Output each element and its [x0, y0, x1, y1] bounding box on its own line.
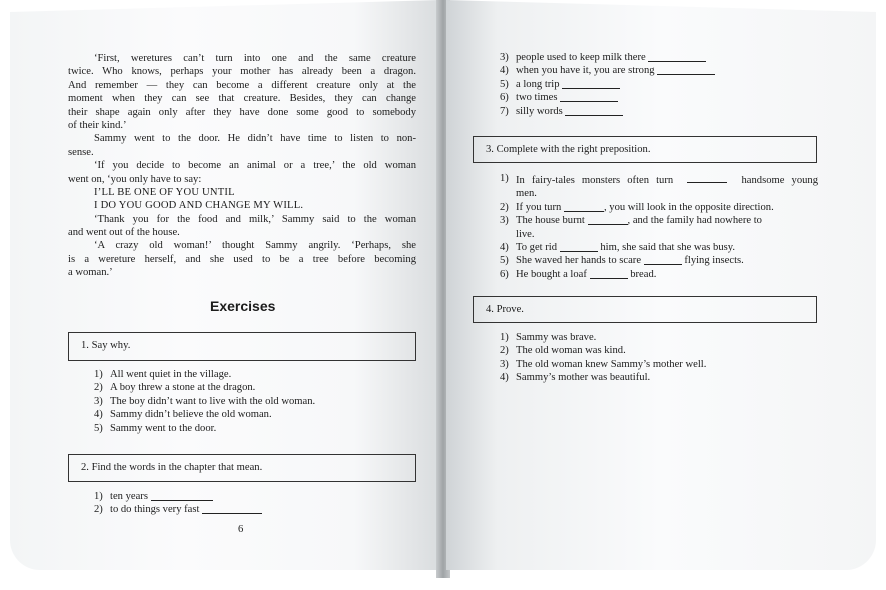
answer-blank[interactable]: [657, 64, 715, 75]
item-text: Sammy didn’t believe the old woman.: [110, 409, 272, 421]
item-number: 3): [500, 215, 509, 227]
list-item: [500, 241, 818, 254]
item-number: 7): [500, 105, 509, 117]
list-item: [500, 201, 818, 214]
list-item: [500, 371, 706, 384]
story-line: is a wereture herself, and she used to be a tree before becoming: [68, 253, 416, 265]
item-number: 5): [500, 255, 509, 267]
item-number: 4): [94, 409, 103, 421]
exercise-1-title: 1. Say why.: [81, 340, 131, 351]
list-item-continuation: [500, 228, 818, 241]
answer-blank[interactable]: [560, 91, 618, 102]
item-text: men.: [516, 188, 537, 200]
item-number: 6): [500, 92, 509, 104]
list-item: [500, 268, 818, 281]
item-text: The old woman knew Sammy’s mother well.: [516, 358, 707, 370]
exercises-heading: Exercises: [210, 298, 276, 314]
story-line: ‘First, weretures can’t turn into one and the same creature: [94, 53, 416, 64]
item-text: All went quiet in the village.: [110, 369, 232, 380]
story-text: [68, 52, 416, 280]
item-number: 3): [500, 358, 509, 370]
item-number: 4): [500, 65, 509, 77]
list-item: [500, 331, 706, 344]
list-item: [500, 91, 715, 104]
item-text: , and the family had nowhere to: [627, 215, 762, 227]
list-item: [94, 408, 315, 421]
story-line: I DO YOU GOOD AND CHANGE MY WILL.: [94, 200, 304, 212]
item-text: Sammy’s mother was beautiful.: [516, 372, 651, 384]
answer-blank[interactable]: [590, 268, 628, 279]
list-item: [94, 381, 315, 394]
list-item: [94, 422, 315, 435]
item-number: 4): [500, 242, 509, 254]
item-text: people used to keep milk there: [516, 52, 646, 63]
item-text: flying insects.: [684, 255, 744, 267]
exercise-3-box: [473, 136, 817, 163]
item-number: 1): [94, 369, 103, 380]
story-line: and went out of the house.: [68, 227, 180, 239]
exercise-4-title: 4. Prove.: [486, 304, 524, 315]
item-text: , you will look in the opposite direction.: [603, 201, 774, 213]
item-text: In fairy-tales monsters often turn: [516, 175, 674, 186]
list-item: [94, 395, 315, 408]
list-item: [500, 214, 818, 227]
list-item: [94, 368, 315, 381]
item-text: a long trip: [516, 78, 560, 90]
list-item: [500, 64, 715, 77]
item-text: live.: [516, 228, 535, 240]
item-text: two times: [516, 92, 558, 104]
item-number: 4): [500, 372, 509, 384]
answer-blank[interactable]: [562, 78, 620, 89]
story-line: I’LL BE ONE OF YOU UNTIL: [94, 186, 235, 198]
item-text: The old woman was kind.: [516, 345, 626, 357]
exercise-2-continued-list: [500, 51, 715, 118]
item-text: Sammy went to the door.: [110, 422, 217, 434]
story-line: their shape again only after they have done some good to somebody: [68, 106, 416, 118]
item-text: To get rid: [516, 242, 558, 254]
story-line: went on, ‘you only have to say:: [68, 173, 202, 185]
item-text: silly words: [516, 105, 563, 117]
item-text: She waved her hands to scare: [516, 255, 642, 267]
story-line: Sammy went to the door. He didn’t have time to listen to non-: [94, 133, 416, 145]
answer-blank[interactable]: [588, 214, 628, 225]
item-number: 6): [500, 268, 509, 280]
list-item: [500, 358, 706, 371]
story-line: And remember — they can become a different creature only at the: [68, 79, 416, 91]
item-line: [516, 172, 818, 187]
story-line: a woman.’: [68, 267, 113, 279]
item-number: 2): [500, 345, 509, 357]
exercise-3-list: [500, 172, 818, 281]
list-item: [500, 254, 818, 267]
list-item: [500, 172, 818, 187]
answer-blank[interactable]: [565, 105, 623, 116]
item-text: He bought a loaf: [516, 268, 587, 280]
item-text: The boy didn’t want to live with the old woman.: [110, 395, 316, 407]
list-item: [94, 503, 262, 516]
list-item: [500, 78, 715, 91]
story-line: ‘A crazy old woman!’ thought Sammy angrily. ‘Perhaps, she: [94, 240, 416, 252]
exercise-2-list: [94, 490, 262, 517]
list-item: [94, 490, 262, 503]
item-text: If you turn: [516, 201, 562, 213]
answer-blank[interactable]: [564, 201, 604, 212]
item-text: to do things very fast: [110, 504, 200, 516]
item-number: 3): [94, 395, 103, 407]
answer-blank[interactable]: [687, 172, 727, 183]
item-number: 1): [500, 332, 509, 343]
story-line: twice. Who knows, perhaps your mother has already been a dragon.: [68, 66, 416, 78]
answer-blank[interactable]: [202, 503, 262, 514]
exercise-3-title: 3. Complete with the right preposition.: [486, 144, 651, 155]
exercise-1-box: [68, 332, 416, 361]
list-item-continuation: [500, 187, 818, 200]
exercise-4-box: [473, 296, 817, 323]
item-number: 1): [94, 491, 103, 502]
item-text: The house burnt: [516, 215, 585, 227]
answer-blank[interactable]: [648, 51, 706, 62]
exercise-2-box: [68, 454, 416, 482]
item-text: Sammy was brave.: [516, 332, 597, 343]
answer-blank[interactable]: [560, 241, 598, 252]
item-number: 5): [94, 422, 103, 434]
item-text: when you have it, you are strong: [516, 65, 655, 77]
list-item: [500, 105, 715, 118]
exercise-1-list: [94, 368, 315, 435]
item-text: handsome young: [741, 175, 819, 186]
item-text: ten years: [110, 491, 148, 502]
item-text: bread.: [630, 268, 657, 280]
exercise-2-title: 2. Find the words in the chapter that mean.: [81, 462, 263, 473]
item-text: A boy threw a stone at the dragon.: [110, 382, 256, 394]
story-line: of their kind.’: [68, 119, 127, 131]
item-number: 1): [500, 173, 509, 184]
item-number: 5): [500, 78, 509, 90]
item-number: 3): [500, 52, 509, 63]
story-line: ‘If you decide to become an animal or a tree,’ the old woman: [94, 160, 416, 172]
page-number: 6: [238, 524, 244, 535]
exercise-4-list: [500, 331, 706, 385]
answer-blank[interactable]: [151, 490, 213, 501]
answer-blank[interactable]: [644, 254, 682, 265]
item-number: 2): [94, 382, 103, 394]
item-text: him, she said that she was busy.: [600, 242, 736, 254]
list-item: [500, 344, 706, 357]
item-number: 2): [500, 201, 509, 213]
story-line: ‘Thank you for the food and milk,’ Sammy said to the woman: [94, 213, 416, 225]
item-number: 2): [94, 504, 103, 516]
story-line: sense.: [68, 146, 94, 158]
list-item: [500, 51, 715, 64]
story-line: moment when they can see that creature. Besides, they can change: [68, 93, 416, 105]
